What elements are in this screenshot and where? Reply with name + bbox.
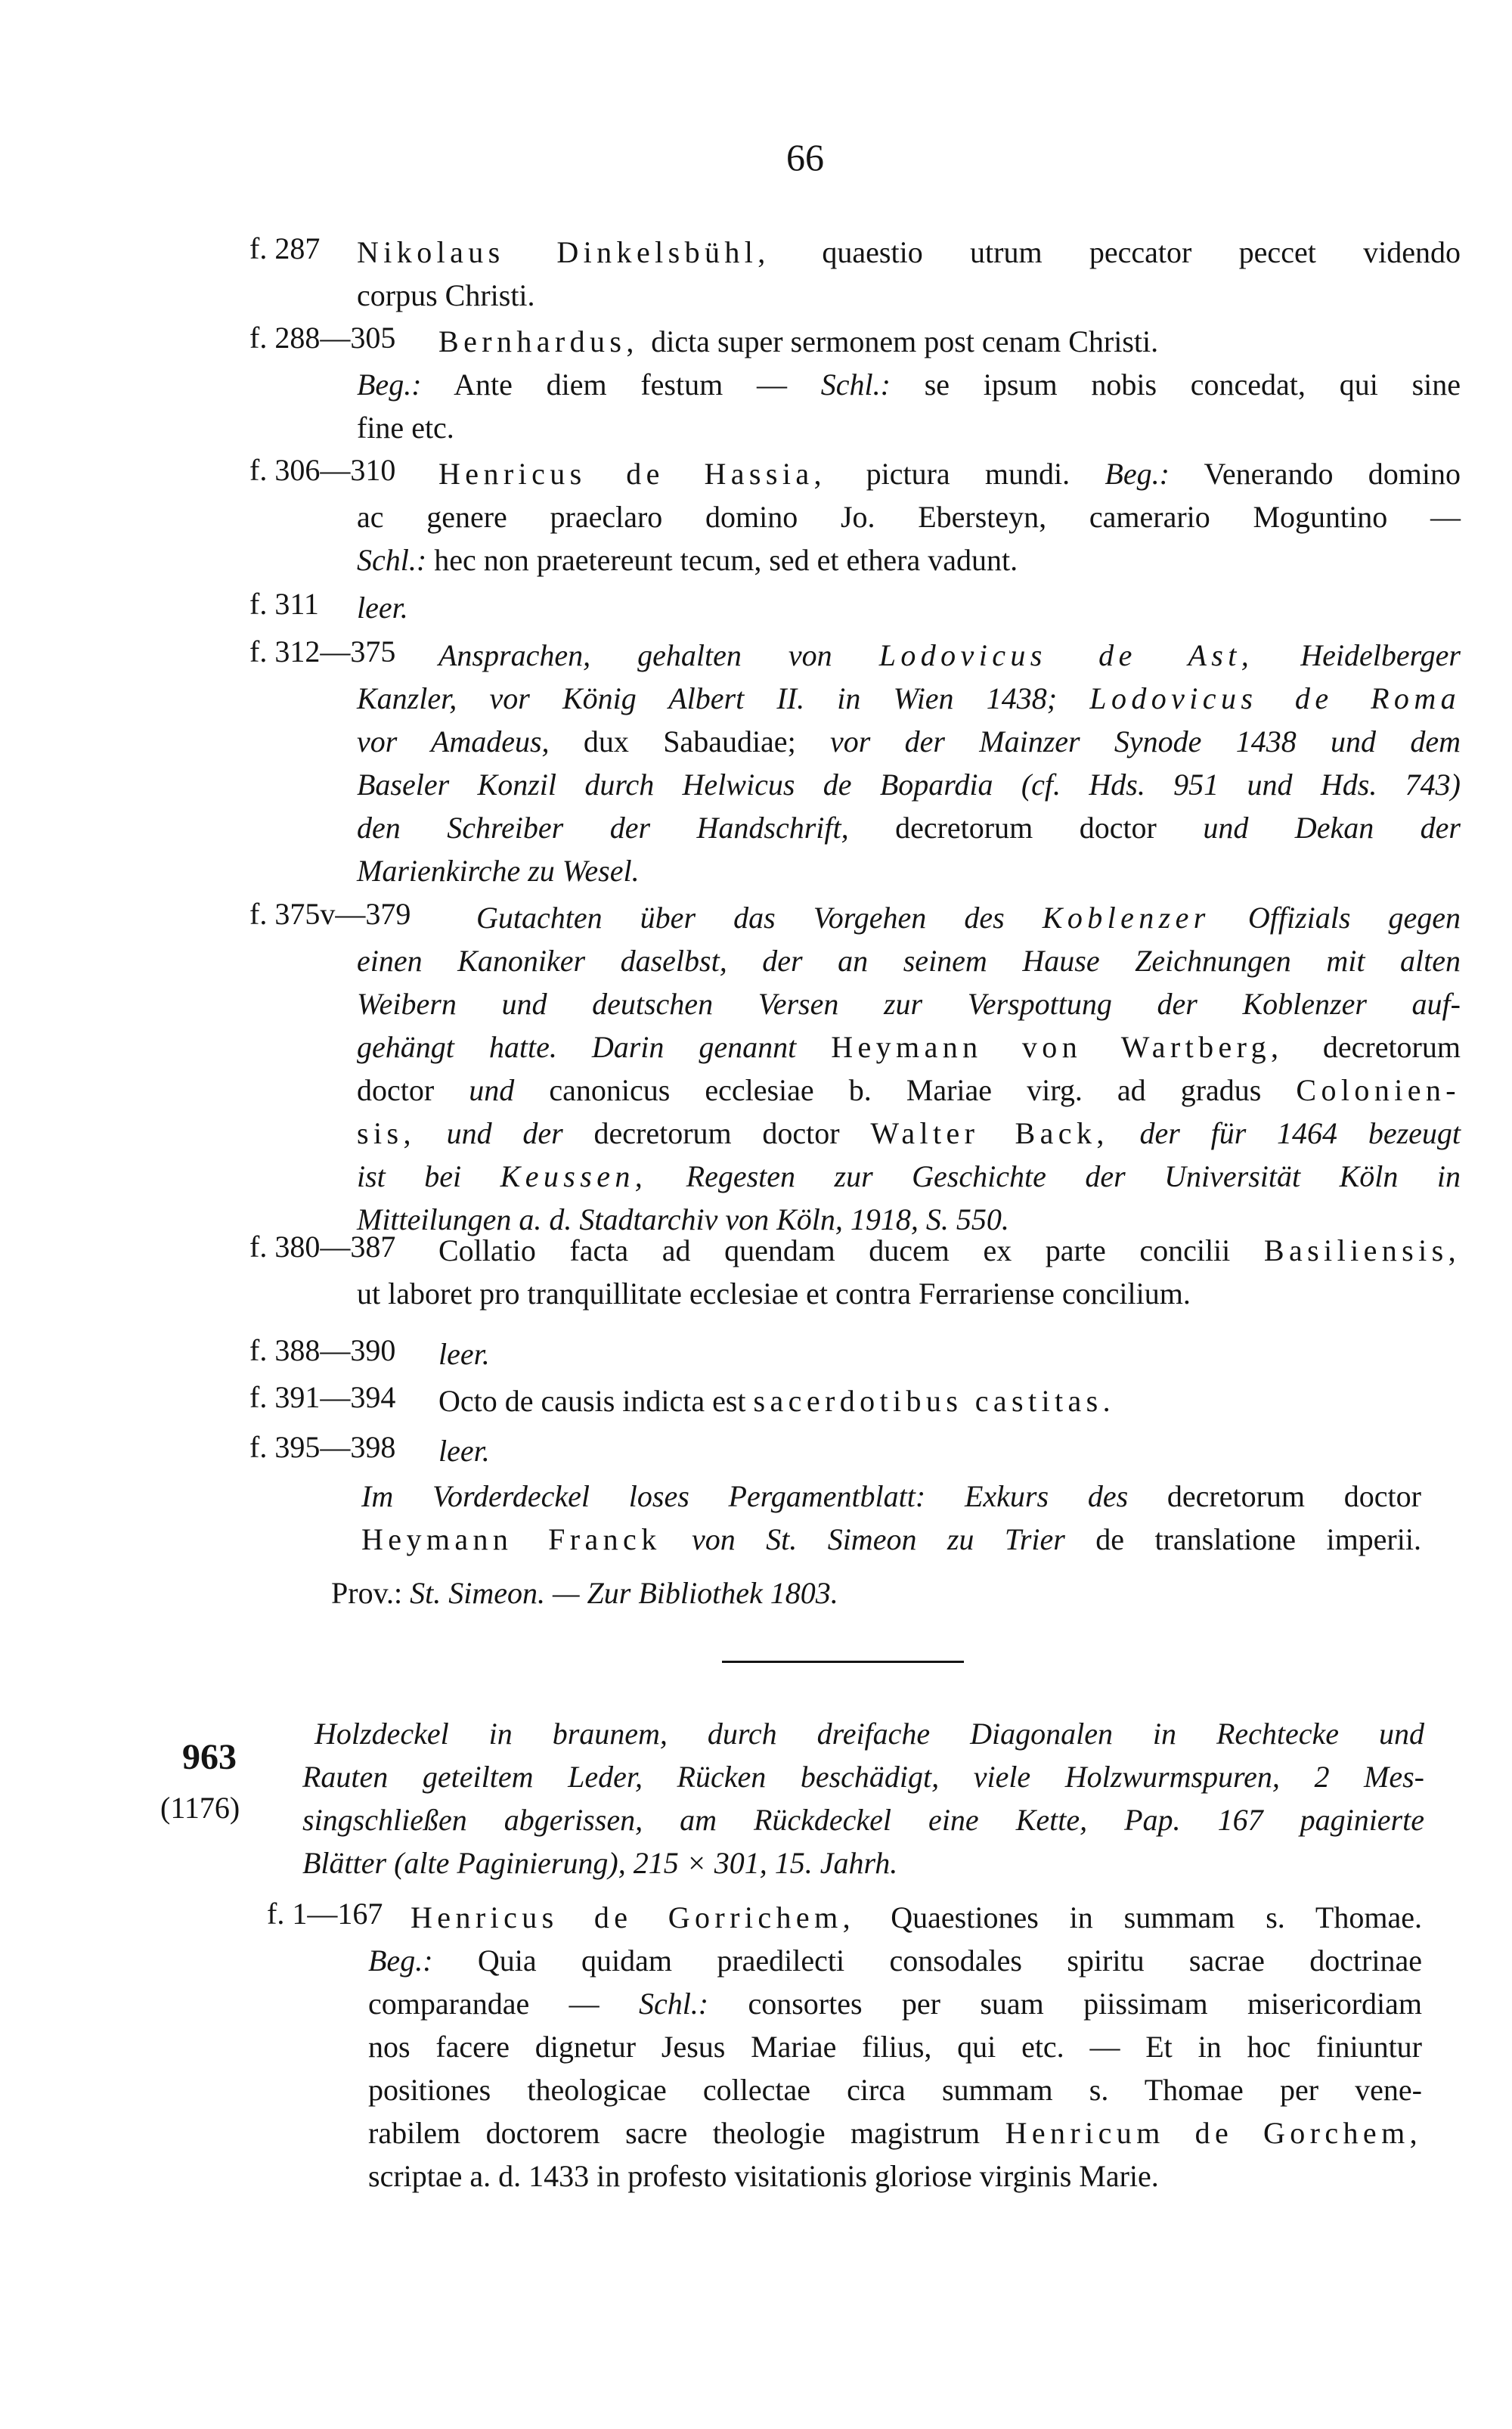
folio-label: f. 288—305 [249, 321, 396, 355]
folio-label: f. 312—375 [249, 634, 396, 669]
page-number: 66 [786, 136, 824, 178]
folio-label: f. 388—390 [249, 1333, 396, 1367]
vorderdeckel-note: Im Vorderdeckel loses Pergamentblatt: Exkurs des decretorum doctor Heymann Franck von St. Simeon zu Trier de translatione imperii. [361, 1479, 1421, 1556]
folio-label: f. 391—394 [249, 1380, 396, 1414]
folio-label: f. 395—398 [249, 1430, 396, 1464]
folio-label: f. 380—387 [249, 1230, 396, 1264]
manuscript-number: 963 [182, 1737, 237, 1777]
folio-label: f. 287 [249, 231, 321, 265]
provenance: Prov.: St. Simeon. — Zur Bibliothek 1803. [331, 1576, 838, 1610]
section-divider [722, 1661, 964, 1663]
manuscript-description: Holzdeckel in braunem, durch dreifache Diagonalen in Rechtecke und Rauten geteiltem Leder, Rücken beschädigt, viele Holzwurmspuren, 2 Mes- singschließen abgerissen, am Rückdeckel eine Kette, Pap. 167 paginierte Blätter (alte Paginierung), 215 × 301, 15. Jahrh. [302, 1717, 1424, 1880]
folio-label: f. 306—310 [249, 453, 396, 487]
folio-label: f. 311 [249, 587, 319, 621]
folio-label: f. 1—167 [267, 1897, 383, 1931]
folio-label: f. 375v—379 [249, 897, 411, 931]
manuscript-old-number: (1176) [160, 1791, 240, 1825]
